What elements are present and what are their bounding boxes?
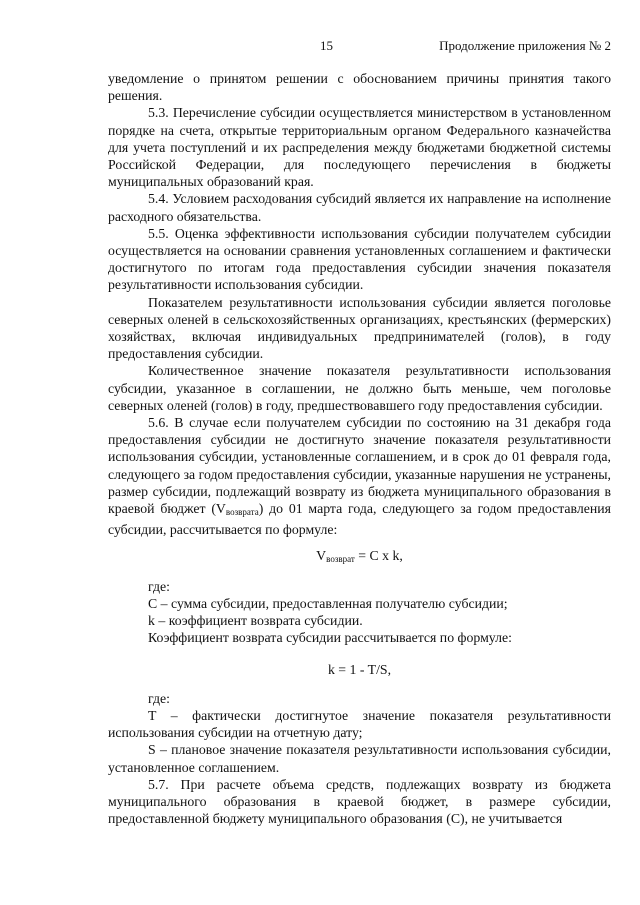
paragraph-5-5: 5.5. Оценка эффективности использования субсидии получателем субсидии осуществляется на основании сравнения установленных соглашением и фактически достигнутого по итогам года предоставления субсидии значения показателя результативности использования субсидии. (108, 225, 611, 293)
paragraph-5-4: 5.4. Условием расходования субсидий является их направление на исполнение расходного обязательства. (108, 191, 611, 224)
definition-t: T – фактически достигнутое значение показателя результативности использования субсидии на отчетную дату; (108, 707, 611, 741)
where-label-1: где: (148, 578, 170, 594)
formula-return-amount (108, 547, 611, 568)
paragraph-5-7: 5.7. При расчете объема средств, подлежащих возврату из бюджета муниципального образования в краевой бюджет, в размере субсидии, предоставленной бюджету муниципального образования (C), не учитывается (108, 776, 611, 827)
formula-expression: = C x k, (354, 548, 403, 564)
where-label-2: где: (148, 690, 170, 706)
formula-coefficient: k = 1 - T/S, (327, 661, 392, 677)
page-header (108, 38, 611, 58)
paragraph-quantity: Количественное значение показателя результативности использования субсидии, указанное в соглашении, не должно быть меньше, чем поголовье северных оленей (голов) в году, предшествовавшего году предоставления субсидии. (108, 363, 611, 413)
paragraph-5-6 (108, 414, 611, 538)
formula-v: V (316, 548, 327, 564)
v-return-subscript: возврата (225, 507, 259, 518)
definition-k: k – коэффициент возврата субсидии. (148, 613, 363, 629)
paragraph-indicator: Показателем результативности использования субсидии является поголовье северных оленей в сельскохозяйственных организациях, крестьянских (фермерских) хозяйствах, включая индивидуальных предпринимателей (голов), в году предоставления субсидии. (108, 294, 611, 362)
appendix-continuation-label: Продолжение приложения № 2 (439, 38, 611, 53)
definition-c: C – сумма субсидии, предоставленная получателю субсидии; (148, 595, 508, 611)
document-body (108, 70, 611, 827)
paragraph-5-6-start: 5.6. В случае если получателем субсидии по состоянию на 31 декабря года предоставления субсидии не достигнуто значение показателя результативности использования субсидии, установленные соглашением, и в срок до 01 февраля года, следующего за годом предоставления субсидии, указанные нарушения не устранены, размер субсидии, подлежащий возврату из бюджета муниципального образования в краевой бюджет (V (108, 415, 611, 517)
definition-s: S – плановое значение показателя результативности использования субсидии, установленное соглашением. (108, 742, 611, 775)
page-number: 15 (320, 38, 333, 53)
coefficient-intro: Коэффициент возврата субсидии рассчитывается по формуле: (148, 630, 512, 646)
paragraph-5-3: 5.3. Перечисление субсидии осуществляется министерством в установленном порядке на счета, открытые территориальным органом Федерального казначейства для учета поступлений и их распределения между бюджетами бюджетной системы Российской Федерации, для последующего перечисления в бюджеты муниципальных образований края. (108, 105, 611, 190)
paragraph-continued: уведомление о принятом решении с обоснованием причины принятия такого решения. (108, 71, 611, 104)
paragraph-5-6-end: ) до 01 марта года, следующего за годом предоставления субсидии, рассчитывается по формуле: (108, 501, 611, 538)
formula-v-subscript: возврат (326, 554, 355, 565)
